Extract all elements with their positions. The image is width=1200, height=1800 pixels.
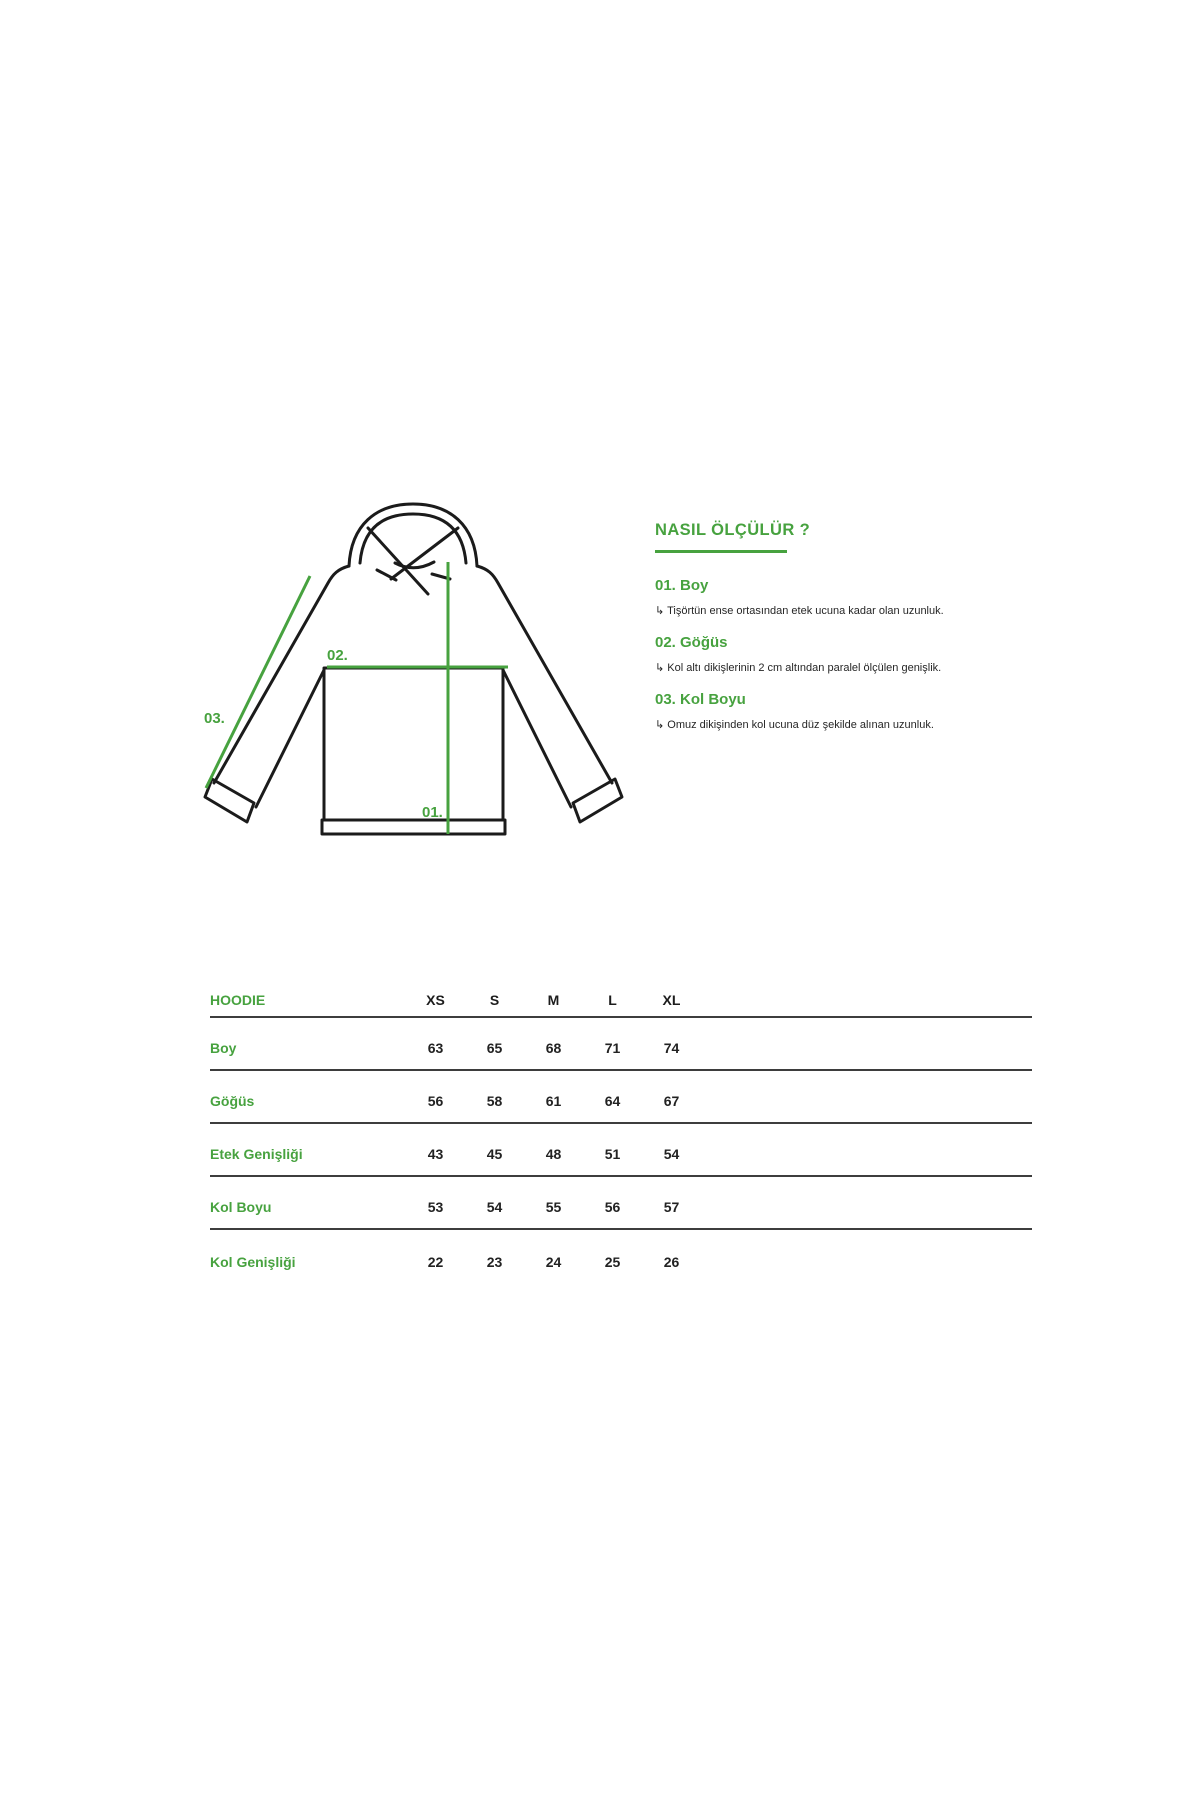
measure-label-03: 03. (204, 710, 225, 727)
size-header-xl: XL (662, 992, 681, 1008)
left-sleeve-outer (214, 566, 349, 783)
table-row-kol-boyu (210, 1177, 1032, 1230)
value-cell: 54 (663, 1146, 680, 1162)
hoodie-measurement-diagram (170, 430, 650, 850)
measure-item-description-03: ↳ Omuz dikişinden kol ucuna düz şekilde alınan uzunluk. (655, 718, 934, 731)
value-cell: 58 (486, 1093, 503, 1109)
row-label: Kol Genişliği (210, 1254, 296, 1270)
value-cell: 63 (427, 1040, 444, 1056)
value-cell: 74 (663, 1040, 680, 1056)
measure-item-description-01: ↳ Tişörtün ense ortasından etek ucuna kadar olan uzunluk. (655, 605, 944, 617)
value-cell: 56 (604, 1199, 621, 1215)
how-to-measure-title: NASIL ÖLÇÜLÜR ? (655, 521, 811, 539)
body-outline (324, 668, 503, 820)
left-seam-tick (377, 570, 396, 580)
row-label: Etek Genişliği (210, 1146, 303, 1162)
row-label: Kol Boyu (210, 1199, 272, 1215)
value-cell: 51 (604, 1146, 621, 1162)
value-cell: 55 (545, 1199, 562, 1215)
value-cell: 64 (604, 1093, 621, 1109)
value-cell: 48 (545, 1146, 562, 1162)
value-cell: 57 (663, 1199, 680, 1215)
value-cell: 56 (427, 1093, 444, 1109)
measure-line-03 (206, 576, 310, 788)
hem-band (322, 820, 505, 834)
measure-item-heading-01: 01. Boy (655, 577, 709, 594)
value-cell: 24 (545, 1254, 562, 1270)
hoodie-outline (205, 504, 622, 834)
value-cell: 53 (427, 1199, 444, 1215)
measure-label-02: 02. (327, 647, 348, 664)
size-table (210, 985, 1032, 1283)
right-cuff (573, 779, 622, 822)
left-cuff (205, 779, 254, 822)
measure-item-heading-03: 03. Kol Boyu (655, 690, 746, 708)
size-header-s: S (489, 992, 500, 1008)
how-to-measure-section (655, 521, 975, 732)
table-row-kol-genisligi (210, 1230, 1032, 1283)
value-cell: 45 (486, 1146, 503, 1162)
row-label: Boy (210, 1040, 237, 1056)
value-cell: 71 (604, 1040, 621, 1056)
table-row-boy (210, 1018, 1032, 1071)
size-header-m: M (547, 992, 560, 1008)
value-cell: 67 (663, 1093, 680, 1109)
measure-item-description-02: ↳ Kol altı dikişlerinin 2 cm altından paralel ölçülen genişlik. (655, 661, 942, 674)
collar-left-lapel (368, 528, 428, 594)
value-cell: 61 (545, 1093, 562, 1109)
measure-label-01: 01. (422, 804, 443, 821)
table-row-etek-genisligi (210, 1124, 1032, 1177)
product-name: HOODIE (210, 992, 266, 1008)
size-header-xs: XS (426, 992, 445, 1008)
size-header-l: L (608, 992, 617, 1008)
value-cell: 54 (486, 1199, 503, 1215)
value-cell: 22 (427, 1254, 444, 1270)
value-cell: 65 (486, 1040, 503, 1056)
table-header-row (210, 985, 1032, 1018)
value-cell: 25 (604, 1254, 621, 1270)
title-underline (655, 550, 787, 553)
value-cell: 43 (427, 1146, 444, 1162)
value-cell: 26 (663, 1254, 680, 1270)
row-label: Göğüs (210, 1093, 255, 1109)
value-cell: 68 (545, 1040, 562, 1056)
measure-lines (206, 562, 508, 834)
value-cell: 23 (486, 1254, 503, 1270)
table-row-gogus (210, 1071, 1032, 1124)
measure-item-heading-02: 02. Göğüs (655, 633, 728, 651)
